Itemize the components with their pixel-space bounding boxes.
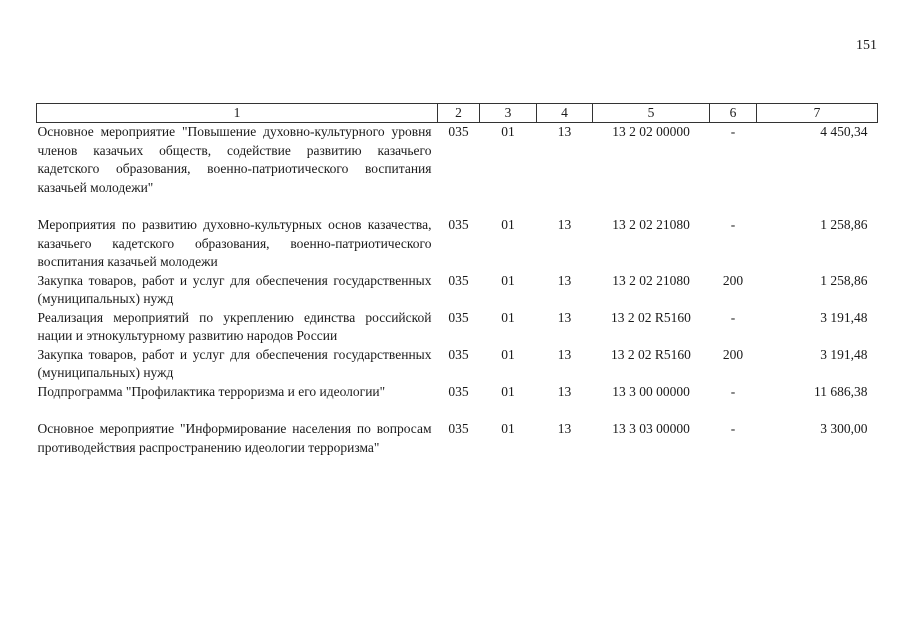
table-row	[37, 346, 878, 383]
page-number: 151	[856, 38, 877, 53]
cell-amount: 3 191,48	[820, 309, 868, 325]
cell-subsection: 13	[557, 383, 572, 399]
cell-code: 035	[448, 421, 469, 436]
row-name-cell: Основное мероприятие "Повышение духовно-культурного уровня членов казачьих обществ, содействие развитию казачьего кадетского образования, военно-патриотического воспитания казачьей молодежи"	[37, 124, 432, 195]
budget-table	[36, 103, 878, 457]
cell-target: 13 2 02 21080	[612, 217, 690, 232]
cell-target: 13 2 02 00000	[612, 124, 690, 139]
cell-section: 01	[501, 346, 515, 362]
cell-section: 01	[501, 421, 515, 436]
cell-section: 01	[501, 309, 515, 325]
table-row	[37, 216, 878, 272]
cell-amount: 11 686,38	[814, 383, 868, 399]
cell-target: 13 3 00 00000	[612, 383, 690, 399]
table-header-row	[37, 104, 878, 123]
cell-code: 035	[448, 217, 469, 232]
cell-code: 035	[448, 383, 469, 399]
row-name-cell: Закупка товаров, работ и услуг для обеспечения государственных (муниципальных) нужд	[37, 272, 432, 306]
row-name-cell: Основное мероприятие "Информирование населения по вопросам противодействия распространению идеологии терроризма"	[37, 421, 432, 455]
cell-expense-type: -	[730, 217, 736, 232]
row-name-cell: Подпрограмма "Профилактика терроризма и его идеологии"	[37, 383, 386, 399]
column-header: 5	[593, 104, 710, 123]
cell-target: 13 2 02 R5160	[611, 346, 691, 362]
cell-expense-type: -	[730, 421, 736, 436]
table-row	[37, 272, 878, 309]
cell-subsection: 13	[557, 124, 572, 139]
cell-code: 035	[448, 346, 469, 362]
cell-code: 035	[448, 309, 469, 325]
cell-section: 01	[501, 217, 515, 232]
cell-target: 13 3 03 00000	[612, 421, 690, 436]
cell-subsection: 13	[557, 272, 572, 288]
row-name-cell: Закупка товаров, работ и услуг для обеспечения государственных (муниципальных) нужд	[37, 346, 432, 380]
cell-amount: 1 258,86	[820, 272, 868, 288]
cell-subsection: 13	[557, 346, 572, 362]
cell-amount: 3 300,00	[820, 421, 868, 436]
row-name-cell: Мероприятия по развитию духовно-культурных основ казачества, казачьего кадетского образования, военно-патриотического воспитания казачьей молодежи	[37, 217, 432, 269]
column-header: 1	[37, 104, 438, 123]
cell-expense-type: -	[730, 124, 736, 139]
cell-expense-type: 200	[722, 272, 744, 288]
cell-expense-type: 200	[722, 346, 744, 362]
cell-code: 035	[448, 124, 469, 139]
column-header: 7	[757, 104, 878, 123]
cell-target: 13 2 02 R5160	[611, 309, 691, 325]
cell-amount: 4 450,34	[820, 124, 868, 139]
table-row	[37, 420, 878, 457]
cell-code: 035	[448, 272, 469, 288]
cell-amount: 1 258,86	[820, 217, 868, 232]
table-row	[37, 383, 878, 421]
column-header: 4	[537, 104, 593, 123]
cell-expense-type: -	[730, 383, 736, 399]
column-header: 6	[710, 104, 757, 123]
cell-amount: 3 191,48	[820, 346, 868, 362]
cell-section: 01	[501, 124, 515, 139]
cell-target: 13 2 02 21080	[612, 272, 690, 288]
cell-subsection: 13	[557, 421, 572, 436]
table-row	[37, 309, 878, 346]
cell-subsection: 13	[557, 217, 572, 232]
cell-section: 01	[501, 383, 515, 399]
column-header: 2	[438, 104, 480, 123]
column-header: 3	[480, 104, 537, 123]
cell-section: 01	[501, 272, 515, 288]
cell-expense-type: -	[730, 309, 736, 325]
row-name-cell: Реализация мероприятий по укреплению единства российской нации и этнокультурному развитию народов России	[37, 309, 432, 343]
table-row	[37, 123, 878, 217]
cell-subsection: 13	[557, 309, 572, 325]
